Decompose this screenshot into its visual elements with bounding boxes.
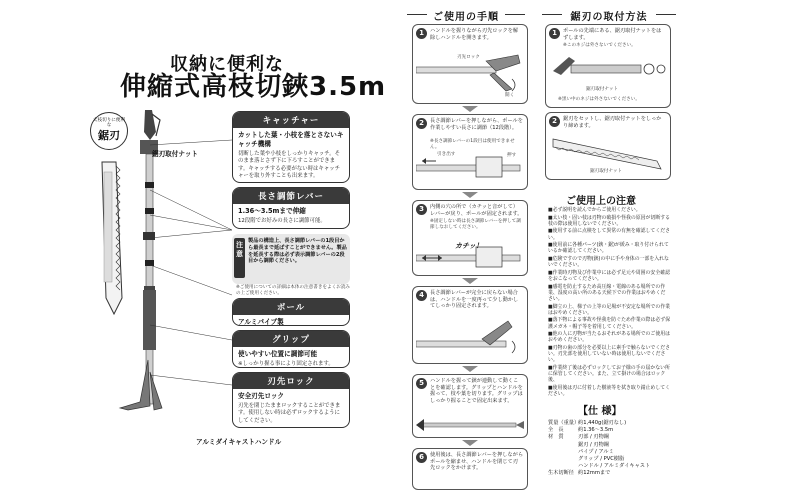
catcher-box [232,111,350,183]
spec-value: 約1,440g(鋸刃なし) [578,420,627,426]
lock-body: 刃先を閉じたままロックすることができます。使用しない時は必ずロックするようにしてください。 [238,403,341,424]
step-text: ハンドルを握って鋏が連動して動くことを確認します。グリップとハンドルを握って、枝や葉を切ります。グリップはしっかり握ることで固定出来ます。 [430,378,523,404]
diagram-label: 鋸刃取付ナット [590,169,623,174]
cautions-heading: ご使用上の注意 [566,196,636,207]
spec-heading: 【仕 様】 [578,406,622,417]
lock-box [232,372,350,428]
pole-title: ポール [233,299,349,315]
spec-row [548,420,678,427]
caution-item: ■他の人に刃物が当たるおそれがある場所でのご使用はおやめください。 [548,331,670,344]
pole-lead: アルミパイプ製 [238,318,284,326]
handle-reclose-diagram [416,317,526,361]
caution-item: ■作業終了後は必ずロックしてお子様の手の届かない所に保管してください。また、立て掛けの場合はロック後、 [548,364,670,384]
nut-removal-diagram [549,51,669,91]
spec-key: 生木切断径 [548,470,574,477]
step-text: 長さ調節レバーを押しながら、ポールを作業しやすい長さに調節（12段階）。 [430,118,523,131]
saw-badge-big: 鋸刃 [98,128,120,142]
pole-box [232,298,350,326]
length-box [232,187,350,229]
grip-body: ※しっかり握る事により固定されます。 [238,361,334,367]
diagram-label: 鋸刃取付ナット [586,87,619,92]
caution-tag: 注意 [234,238,245,278]
procedure-step-6 [412,448,528,490]
leader-lines [150,110,240,430]
caution-item: ■太い枝・固い枝は刃物の破損や怪我の原因が切断する枝の際は使用しないでください。 [548,214,670,227]
saw-badge-small: 太枝切りに便利な [92,118,126,129]
step-note: ※長さ調節レバーの1段目は使用できません。 [430,139,515,150]
step-number: 4 [416,290,427,301]
spec-value: 約1.36～3.5m [578,427,614,434]
spec-row [548,434,678,441]
length-body: 12段階でお好みの長さに調節可能。 [238,218,326,224]
caution-item: ■使用前に各種パーツ(鋏・鋸)が緩み・取り付けられているか確認してください。 [548,242,669,255]
spec-value: パイプ / アルミ [578,448,614,455]
cautions-list [548,207,670,399]
grip-lead: 使いやすい位置に調節可能 [238,350,318,358]
grip-title: グリップ [233,331,349,347]
caution-footnote: ※ご使用についての詳細は本体の注意書きをよくお読みの上ご使用ください。 [236,285,351,296]
procedure-step-4 [412,286,528,364]
lock-lead: 安全刃先ロック [238,392,285,400]
step-number: 1 [549,28,560,39]
step-number: 3 [416,204,427,215]
procedure-heading: ご使用の手順 [433,8,499,23]
step-number: 2 [549,116,560,127]
length-lead: 1.36～3.5mまで伸縮 [238,207,306,215]
spec-value: 約12mmまで [578,470,611,477]
spec-key: 質量（重量） [548,420,580,426]
arrow-down-icon [462,106,478,112]
catcher-body: 切断した葉や小枝をしっかりキャッチ。そのまま落とさず下に下ろすことができます。キャッチする必要がない時はキャッチャーを取り外すことも出来ます。 [238,151,341,180]
product-subtitle: 収納に便利な [170,54,284,75]
caution-note [232,234,350,284]
step-text: 使用後は、長さ調節レバーを押しながらポールを縮ませ、ハンドルを閉じて刃先ロックをかけます。 [430,452,524,472]
caution-item: ■使用後は刃に付着した樹液等を拭き取り錆止めしてください。 [548,384,670,398]
procedure-step-3 [412,200,528,276]
handle-label: アルミダイキャストハンドル [196,438,282,446]
procedure-step-2 [412,114,528,190]
saw-mount-heading: 鋸刃の取付方法 [568,8,650,23]
spec-key [548,449,578,456]
step-number: 2 [416,118,427,129]
spec-row [548,427,678,434]
cutting-diagram [416,415,526,435]
spec-value: ハンドル / アルミダイキャスト [578,463,651,470]
arrow-down-icon [462,440,478,446]
step-number: 6 [416,452,427,463]
step-text: ハンドルを握りながら刃先ロックを解除しハンドルを開きます。 [430,28,519,41]
spec-value: 鋸刃 / 刃物鋼 [578,441,609,448]
spec-table [548,420,678,478]
step-number: 1 [416,28,427,39]
caution-item: ■落下物による事故や怪我を防ぐため作業の際は必ず保護メガネ・帽子等を着用してください。 [548,317,670,330]
catcher-title: キャッチャー [233,112,349,128]
spec-key: 全 長 [548,427,564,434]
caution-item: ■作業時刃物及び作業中には必ず足元や周囲の安全確認をおこなってください。 [548,269,670,282]
diagram-label: 引き出す [437,152,456,157]
step-number: 5 [416,378,427,389]
step-text: ポールの先端にある、鋸刃取付ナットをはずします。 [563,28,662,41]
grip-box [232,330,350,368]
caution-item: ■必ず説明を読んでからご使用ください。 [548,207,641,213]
step-note: ※固定しない時は長さ調節レバーを押して調節しなおしてください。 [430,219,521,230]
caution-item: ■脚立の上、梯子の上等の足場が不安定な場所での作業はおやめください。 [548,303,670,316]
caution-item: ■使用する前に点検をして異常の有無を確認してください。 [548,228,670,241]
diagram-label: 押す [507,153,517,158]
saw-mount-step-2 [545,112,671,180]
diagram-label: 刃先ロック [457,55,480,60]
arrow-down-icon [462,192,478,198]
spec-key: 材 質 [548,434,564,441]
procedure-step-1 [412,24,528,104]
caution-item: ■感電を防止するため高圧線・電線のある場所での作業、湿度の高い所のある天候下での作業はおやめください。 [548,283,666,302]
arrow-down-icon [462,366,478,372]
arrow-down-icon [462,278,478,284]
caution-text: 製品の構造上、長さ調節レバーの1段目から最長まで延ばすことができません。製品を延長する際は必ず表示調節レバーの2段目から調節ください。 [248,238,347,265]
spec-key [548,456,578,463]
step-note: ※黒い中のネジは外さないでください。 [558,97,640,102]
caution-item: ■刃物の歯の部分を必要以上に素手で触らないでください。刃先部を使用していない時は使用しないでください。 [548,344,670,364]
spec-row [548,470,678,477]
spec-value: グリップ / PVC樹脂 [578,456,625,463]
step-text: 鋸刃をセットし、鋸刃取付ナットをしっかり締めます。 [563,116,662,129]
lock-title: 刃先ロック [233,373,349,389]
diagram-label: カチッ！ [455,242,483,250]
saw-mount-step-1 [545,24,671,108]
procedure-step-5 [412,374,528,438]
step-text: 長さ調節レバーが完全に戻らない場合は、ハンドルを一度再って少し動かしてしっかり固定されます。 [430,290,519,310]
step-text: 内側の穴の所で（カチッと音がして）レバーが戻り、ポールが固定されます。 [430,204,523,217]
saw-nut-label: 鋸刃取付ナット [152,150,199,158]
spec-row [548,442,678,449]
saw-attach-diagram [549,131,669,171]
caution-item: ■危険ですので刃物(鋏)の中に手や身体の一部を入れないでください。 [548,255,669,269]
diagram-label: 開く [505,93,515,98]
spec-key [548,442,578,449]
step-note: ※このネジは外さないでください。 [563,43,636,48]
length-title: 長さ調節レバー [233,188,349,204]
catcher-lead: カットした葉・小枝を落とさないキャッチ機構 [238,131,344,148]
spec-value: 刃部 / 刃物鋼 [578,434,609,441]
product-title: 伸縮式高枝切鋏3.5m [120,72,387,102]
spec-row [548,449,678,456]
